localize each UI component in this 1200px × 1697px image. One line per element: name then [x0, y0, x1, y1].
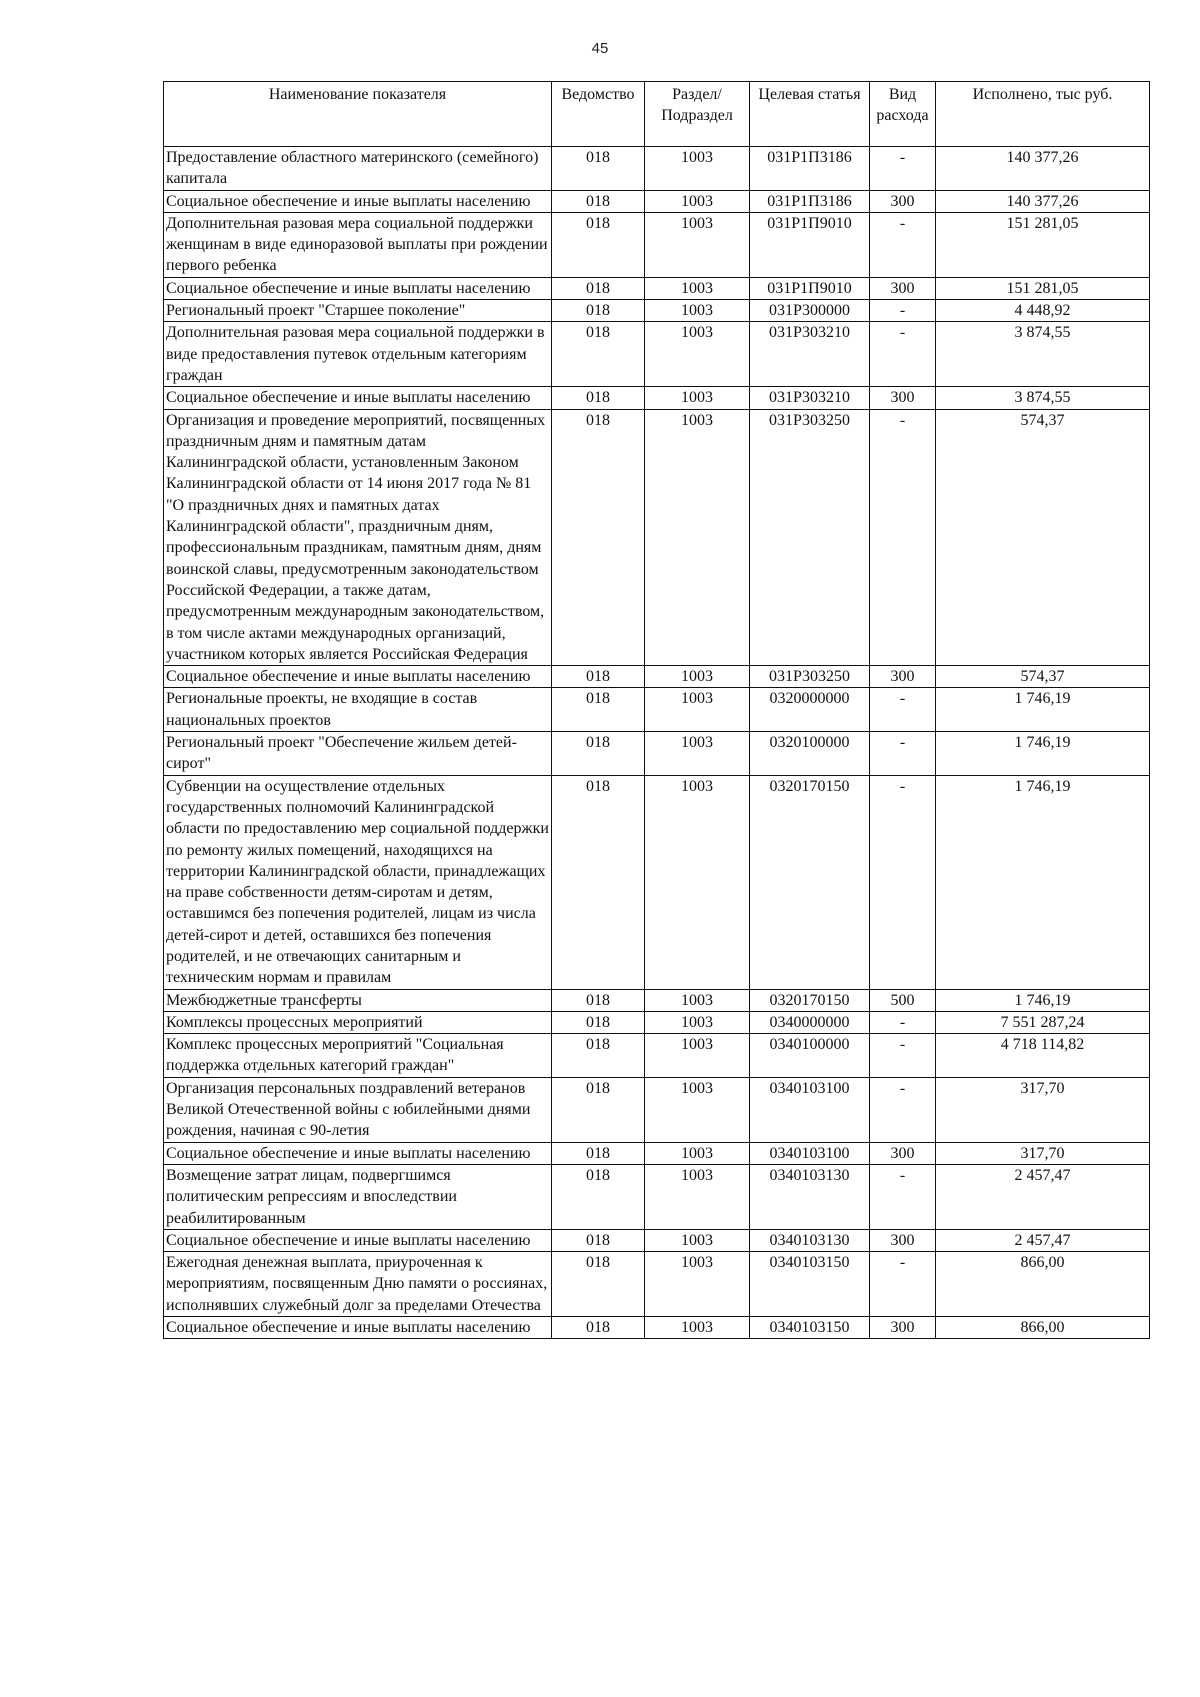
table-row: [164, 666, 1150, 688]
cell-target: 031Р1П9010: [750, 212, 870, 277]
cell-target: 031Р303210: [750, 322, 870, 387]
cell-section: 1003: [645, 1164, 750, 1229]
cell-target: 0320170150: [750, 989, 870, 1011]
table-row: [164, 1317, 1150, 1339]
cell-amount: 140 377,26: [936, 190, 1150, 212]
cell-department: 018: [552, 300, 645, 322]
table-body: [164, 147, 1150, 1339]
cell-name: Межбюджетные трансферты: [164, 989, 552, 1011]
cell-section: 1003: [645, 322, 750, 387]
cell-section: 1003: [645, 1317, 750, 1339]
cell-amount: 4 718 114,82: [936, 1034, 1150, 1078]
table-row: [164, 409, 1150, 666]
cell-expense-type: -: [870, 732, 936, 776]
header-expense-line2: расхода: [876, 107, 929, 125]
cell-target: 0320100000: [750, 732, 870, 776]
cell-expense-type: 300: [870, 387, 936, 409]
cell-amount: 2 457,47: [936, 1229, 1150, 1251]
cell-expense-type: -: [870, 212, 936, 277]
cell-amount: 4 448,92: [936, 300, 1150, 322]
cell-department: 018: [552, 190, 645, 212]
cell-department: 018: [552, 1077, 645, 1142]
cell-section: 1003: [645, 147, 750, 191]
cell-section: 1003: [645, 989, 750, 1011]
header-department: Ведомство: [552, 82, 645, 147]
cell-name: Организация и проведение мероприятий, посвященных праздничным дням и памятным датам Калининградской области, установленным Законом Калининградской области от 14 июня 2017 года № 81 "О праздничных днях и памятных датах Калининградской области", праздничным дням, профессиональным праздникам, памятным дням, дням воинской славы, предусмотренным законодательством Российской Федерации, а также датам, предусмотренным международным законодательством, в том числе актами международных организаций, участником которых является Российская Федерация: [164, 409, 552, 666]
cell-amount: 140 377,26: [936, 147, 1150, 191]
cell-department: 018: [552, 322, 645, 387]
cell-department: 018: [552, 147, 645, 191]
cell-section: 1003: [645, 1229, 750, 1251]
cell-target: 0340100000: [750, 1034, 870, 1078]
cell-department: 018: [552, 1317, 645, 1339]
cell-name: Социальное обеспечение и иные выплаты населению: [164, 1317, 552, 1339]
cell-amount: 317,70: [936, 1077, 1150, 1142]
cell-target: 031Р303210: [750, 387, 870, 409]
header-expense-line1: Вид: [888, 86, 917, 103]
cell-name: Комплексы процессных мероприятий: [164, 1011, 552, 1033]
cell-department: 018: [552, 1229, 645, 1251]
page-number: 45: [591, 40, 609, 57]
cell-name: Социальное обеспечение и иные выплаты населению: [164, 666, 552, 688]
cell-department: 018: [552, 1164, 645, 1229]
cell-department: 018: [552, 409, 645, 666]
cell-expense-type: -: [870, 1011, 936, 1033]
cell-department: 018: [552, 1011, 645, 1033]
header-section-line1: Раздел/: [672, 86, 722, 103]
cell-department: 018: [552, 387, 645, 409]
cell-section: 1003: [645, 1142, 750, 1164]
cell-amount: 151 281,05: [936, 212, 1150, 277]
cell-expense-type: 300: [870, 1317, 936, 1339]
cell-expense-type: -: [870, 322, 936, 387]
cell-section: 1003: [645, 666, 750, 688]
cell-department: 018: [552, 989, 645, 1011]
cell-target: 0320170150: [750, 775, 870, 989]
cell-target: 0340103130: [750, 1229, 870, 1251]
header-amount: Исполнено, тыс руб.: [936, 82, 1150, 147]
cell-section: 1003: [645, 387, 750, 409]
cell-target: 031Р1П3186: [750, 190, 870, 212]
table-row: [164, 1142, 1150, 1164]
cell-department: 018: [552, 775, 645, 989]
table-row: [164, 1164, 1150, 1229]
cell-expense-type: 300: [870, 1229, 936, 1251]
cell-amount: 1 746,19: [936, 732, 1150, 776]
table-row: [164, 1252, 1150, 1317]
cell-expense-type: 300: [870, 277, 936, 299]
budget-table: [163, 81, 1150, 1339]
table-header-row: [164, 82, 1150, 147]
cell-department: 018: [552, 666, 645, 688]
header-section-line2: Подраздел: [661, 107, 733, 125]
cell-amount: 7 551 287,24: [936, 1011, 1150, 1033]
cell-amount: 866,00: [936, 1252, 1150, 1317]
cell-amount: 866,00: [936, 1317, 1150, 1339]
cell-amount: 151 281,05: [936, 277, 1150, 299]
cell-expense-type: 300: [870, 666, 936, 688]
header-section: [645, 82, 750, 147]
cell-name: Социальное обеспечение и иные выплаты населению: [164, 387, 552, 409]
cell-target: 031Р1П9010: [750, 277, 870, 299]
cell-section: 1003: [645, 688, 750, 732]
cell-amount: 3 874,55: [936, 387, 1150, 409]
cell-expense-type: -: [870, 409, 936, 666]
table-row: [164, 322, 1150, 387]
cell-expense-type: -: [870, 1077, 936, 1142]
table-row: [164, 688, 1150, 732]
cell-target: 0340103130: [750, 1164, 870, 1229]
cell-expense-type: -: [870, 300, 936, 322]
cell-name: Региональный проект "Старшее поколение": [164, 300, 552, 322]
cell-amount: 574,37: [936, 409, 1150, 666]
cell-expense-type: -: [870, 147, 936, 191]
cell-expense-type: -: [870, 775, 936, 989]
cell-amount: 574,37: [936, 666, 1150, 688]
cell-department: 018: [552, 277, 645, 299]
table-row: [164, 1077, 1150, 1142]
cell-name: Социальное обеспечение и иные выплаты населению: [164, 277, 552, 299]
cell-target: 031Р300000: [750, 300, 870, 322]
cell-department: 018: [552, 732, 645, 776]
cell-target: 0340000000: [750, 1011, 870, 1033]
cell-amount: 1 746,19: [936, 775, 1150, 989]
cell-name: Комплекс процессных мероприятий "Социальная поддержка отдельных категорий граждан": [164, 1034, 552, 1078]
cell-target: 031Р303250: [750, 666, 870, 688]
cell-department: 018: [552, 1034, 645, 1078]
cell-name: Региональный проект "Обеспечение жильем детей-сирот": [164, 732, 552, 776]
cell-department: 018: [552, 1252, 645, 1317]
table-row: [164, 147, 1150, 191]
table-row: [164, 190, 1150, 212]
table-row: [164, 1229, 1150, 1251]
cell-section: 1003: [645, 1252, 750, 1317]
cell-target: 0340103100: [750, 1142, 870, 1164]
cell-department: 018: [552, 1142, 645, 1164]
cell-department: 018: [552, 688, 645, 732]
cell-amount: 2 457,47: [936, 1164, 1150, 1229]
cell-name: Социальное обеспечение и иные выплаты населению: [164, 1229, 552, 1251]
table-row: [164, 732, 1150, 776]
cell-section: 1003: [645, 277, 750, 299]
cell-name: Региональные проекты, не входящие в состав национальных проектов: [164, 688, 552, 732]
cell-expense-type: 300: [870, 1142, 936, 1164]
cell-section: 1003: [645, 775, 750, 989]
cell-name: Субвенции на осуществление отдельных государственных полномочий Калининградской области по предоставлению мер социальной поддержки по ремонту жилых помещений, находящихся на территории Калининградской области, принадлежащих на праве собственности детям-сиротам и детям, оставшимся без попечения родителей, лицам из числа детей-сирот и детей, оставшихся без попечения родителей, и не отвечающих санитарным и техническим нормам и правилам: [164, 775, 552, 989]
cell-name: Дополнительная разовая мера социальной поддержки в виде предоставления путевок отдельным категориям граждан: [164, 322, 552, 387]
cell-target: 0340103150: [750, 1252, 870, 1317]
cell-target: 0320000000: [750, 688, 870, 732]
cell-target: 031Р303250: [750, 409, 870, 666]
cell-name: Социальное обеспечение и иные выплаты населению: [164, 1142, 552, 1164]
cell-expense-type: 300: [870, 190, 936, 212]
cell-section: 1003: [645, 190, 750, 212]
table-row: [164, 212, 1150, 277]
cell-section: 1003: [645, 732, 750, 776]
cell-section: 1003: [645, 1011, 750, 1033]
cell-target: 0340103150: [750, 1317, 870, 1339]
cell-name: Предоставление областного материнского (семейного) капитала: [164, 147, 552, 191]
table-row: [164, 1011, 1150, 1033]
cell-amount: 3 874,55: [936, 322, 1150, 387]
cell-name: Ежегодная денежная выплата, приуроченная к мероприятиям, посвященным Дню памяти о россиянах, исполнявших служебный долг за пределами Отечества: [164, 1252, 552, 1317]
cell-name: Дополнительная разовая мера социальной поддержки женщинам в виде единоразовой выплаты при рождении первого ребенка: [164, 212, 552, 277]
cell-expense-type: -: [870, 688, 936, 732]
cell-expense-type: 500: [870, 989, 936, 1011]
header-target: Целевая статья: [750, 82, 870, 147]
table-row: [164, 989, 1150, 1011]
cell-expense-type: -: [870, 1034, 936, 1078]
cell-target: 031Р1П3186: [750, 147, 870, 191]
cell-name: Возмещение затрат лицам, подвергшимся политическим репрессиям и впоследствии реабилитированным: [164, 1164, 552, 1229]
cell-section: 1003: [645, 1077, 750, 1142]
cell-amount: 317,70: [936, 1142, 1150, 1164]
header-name: Наименование показателя: [164, 82, 552, 147]
header-expense-type: [870, 82, 936, 147]
cell-amount: 1 746,19: [936, 989, 1150, 1011]
table-row: [164, 1034, 1150, 1078]
cell-expense-type: -: [870, 1252, 936, 1317]
table-row: [164, 300, 1150, 322]
cell-section: 1003: [645, 212, 750, 277]
cell-name: Организация персональных поздравлений ветеранов Великой Отечественной войны с юбилейными днями рождения, начиная с 90-летия: [164, 1077, 552, 1142]
table-row: [164, 775, 1150, 989]
cell-section: 1003: [645, 409, 750, 666]
cell-name: Социальное обеспечение и иные выплаты населению: [164, 190, 552, 212]
cell-section: 1003: [645, 300, 750, 322]
cell-expense-type: -: [870, 1164, 936, 1229]
cell-department: 018: [552, 212, 645, 277]
table-row: [164, 277, 1150, 299]
cell-target: 0340103100: [750, 1077, 870, 1142]
cell-amount: 1 746,19: [936, 688, 1150, 732]
cell-section: 1003: [645, 1034, 750, 1078]
table-row: [164, 387, 1150, 409]
